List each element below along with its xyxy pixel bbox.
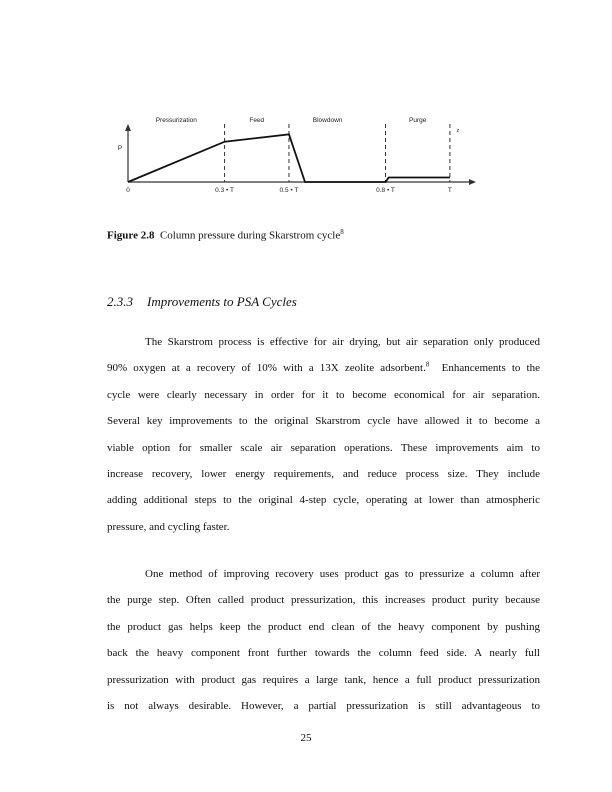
paragraph-line: adding additional steps to the original 4-step cycle, operating at lower than atmospheric xyxy=(107,494,540,507)
paragraph-line xyxy=(107,355,540,381)
paragraph-line: One method of improving recovery uses product gas to pressurize a column after xyxy=(145,568,540,580)
citation-ref: 8 xyxy=(340,228,344,236)
x-tick-label: 0 xyxy=(126,187,130,194)
paragraph-line: pressure, and cycling faster. xyxy=(107,520,230,533)
y-axis-label: P xyxy=(117,145,123,152)
x-tick-label: 0.5 • T xyxy=(279,187,299,194)
paragraph-line: the product gas helps keep the product end clean of the heavy component by pushing xyxy=(107,620,540,633)
citation-ref: 8 xyxy=(425,360,430,369)
section-title: Improvements to PSA Cycles xyxy=(147,294,297,309)
paragraph-line: increase recovery, lower energy requirements, and reduce process size. They include xyxy=(107,467,540,480)
figure-caption xyxy=(107,228,344,242)
phase-label: Blowdown xyxy=(312,117,343,124)
line-segment: 90% oxygen at a recovery of 10% with a 13X zeolite adsorbent. xyxy=(107,362,426,375)
paragraph-line: Several key improvements to the original Skarstrom cycle have allowed it to become a xyxy=(107,415,540,428)
z-label: z xyxy=(456,128,460,134)
paragraph-line: is not always desirable. However, a partial pressurization is still advantageous to xyxy=(107,699,540,712)
y-axis-arrow xyxy=(125,124,131,131)
figure-caption-text: Column pressure during Skarstrom cycle xyxy=(159,229,341,242)
figure-label: Figure 2.8 xyxy=(107,229,155,242)
paragraph-1 xyxy=(107,329,540,540)
section-number: 2.3.3 xyxy=(107,294,133,309)
paragraph-line: The Skarstrom process is effective for air drying, but air separation only produced xyxy=(145,336,540,348)
section-heading xyxy=(107,294,297,310)
x-tick-label: 0.3 • T xyxy=(215,187,234,194)
paragraph-line: viable option for smaller scale air separation operations. These improvements aim to xyxy=(107,441,540,454)
line-segment: Enhancements to the xyxy=(441,362,540,375)
paragraph-line: back the heavy component front further towards the column feed side. A nearly full xyxy=(107,647,540,660)
x-tick-label: 0.8 • T xyxy=(376,187,395,194)
paragraph-line: cycle were clearly necessary in order for it to become economical for air separation. xyxy=(107,388,540,401)
paragraph-2 xyxy=(107,561,540,719)
x-tick-label: T xyxy=(447,187,452,194)
x-axis-arrow xyxy=(469,179,476,185)
phase-label: Feed xyxy=(249,117,265,124)
phase-label: Pressurization xyxy=(155,117,197,124)
pressure-chart xyxy=(110,110,490,210)
page-number: 25 xyxy=(300,732,312,744)
paragraph-line: pressurization with product gas requires a large tank, hence a full product pressurization xyxy=(107,673,540,686)
phase-label: Purge xyxy=(409,117,427,124)
skarstrom-pressure-figure xyxy=(110,110,490,210)
paragraph-line: the purge step. Often called product pressurization, this increases product purity because xyxy=(107,594,540,607)
